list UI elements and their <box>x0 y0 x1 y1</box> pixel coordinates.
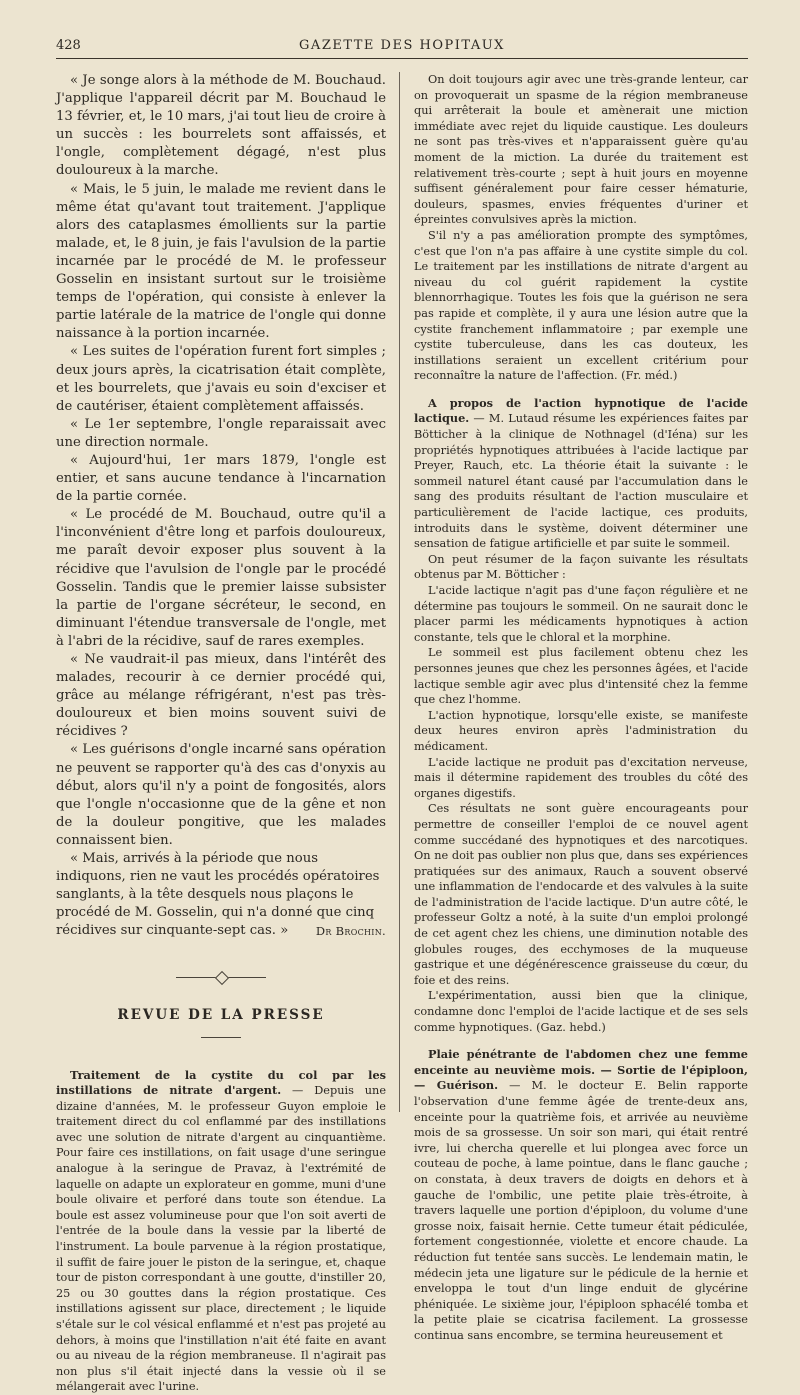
article-text: — M. Lutaud résume les expériences faites par Bötticher à la clinique de Nothnagel (d'Iéna) sur les propriétés hypnotiques attribuées à l'acide lactique par Preyer, Rauch, etc. La théorie était la suivante : le sommeil naturel étant causé par l'accumulation dans le sang des produits résultant de l'action musculaire et particulièrement de l'acide lactique, ces produits, introduits dans le système, doivent déterminer une sensation de fatigue artificielle et par suite le sommeil. <box>414 412 748 551</box>
article-paragraph: Le sommeil est plus facilement obtenu chez les personnes jeunes que chez les personnes âgées, et l'acide lactique semble agir avec plus d'intensité chez la femme que chez l'homme. <box>414 646 748 707</box>
article-paragraph <box>414 396 748 552</box>
article-title: Plaie pénétrante de l'abdomen chez une femme enceinte au neuvième mois. — Sortie de l'épiploon, — Guérison. <box>414 1047 748 1093</box>
article-title: Traitement de la cystite du col par les instillations de nitrate d'argent. <box>56 1067 386 1098</box>
paragraph: « Le procédé de M. Bouchaud, outre qu'il a l'inconvénient d'être long et parfois douloureux, me paraît devoir exposer plus souvent à la récidive que l'avulsion de l'ongle par le procédé Gosselin. Tandis que le premier laisse subsister la partie de l'organe sécréteur, le second, en diminuant l'étendue transversale de l'ongle, met à l'abri de la récidive, sauf de rares exemples. <box>56 507 386 649</box>
paragraph: « Le 1er septembre, l'ongle reparaissait avec une direction normale. <box>56 416 386 450</box>
article-paragraph: On peut résumer de la façon suivante les résultats obtenus par M. Bötticher : <box>414 552 748 582</box>
paragraph: « Mais, le 5 juin, le malade me revient dans le même état qu'avant tout traitement. J'applique alors des cataplasmes émollients sur la partie malade, et, le 8 juin, je fais l'avulsion de la partie incarnée par le procédé de M. le professeur Gosselin en insistant surtout sur le troisième temps de l'opération, qui consiste à enlever la partie latérale de la matrice de l'ongle qui donne naissance à la portion incarnée. <box>56 181 386 342</box>
spacer <box>414 1035 748 1047</box>
page-number: 428 <box>56 38 81 53</box>
article-paragraph: S'il n'y a pas amélioration prompte des symptômes, c'est que l'on n'a pas affaire à une cystite simple du col. Le traitement par les instillations de nitrate d'argent au niveau du col guérit rapidement la cystite blennorrhagique. Toutes les fois que la guérison ne sera pas rapide et complète, il y aura une lésion autre que la cystite franchement inflammatoire ; par exemple une cystite tuberculeuse, dans les cas douteux, les instillations seraient un excellent critérium pour reconnaître la nature de l'affection. (Fr. méd.) <box>414 228 748 383</box>
article-title: A propos de l'action hypnotique de l'acide lactique. <box>414 395 748 426</box>
article-paragraph: L'action hypnotique, lorsqu'elle existe, se manifeste deux heures environ après l'administration du médicament. <box>414 708 748 753</box>
paragraph: « Je songe alors à la méthode de M. Bouchaud. J'applique l'appareil décrit par M. Bouchaud le 13 février, et, le 10 mars, j'ai tout lieu de croire à un succès : les bourrelets sont affaissés, et l'ongle, complètement dégagé, n'est plus douloureux à la marche. <box>56 73 386 179</box>
ornament-diamond <box>215 970 229 984</box>
paragraph: « Aujourd'hui, 1er mars 1879, l'ongle est entier, et sans aucune tendance à l'incarnation de la partie cornée. <box>56 452 386 505</box>
article-text: — Depuis une dizaine d'années, M. le professeur Guyon emploie le traitement direct du col enflammé par des instillations avec une solution de nitrate d'argent au cinquantième. Pour faire ces instillations, on fait usage d'une seringue analogue à la seringue de Pravaz, à l'extrémité de laquelle on adapte un explorateur en gomme, muni d'une boule olivaire et perforé dans toute son étendue. La boule est assez volumineuse pour que l'on soit averti de l'entrée de la boule dans la vessie par la liberté de l'instrument. La boule parvenue à la région prostatique, il suffit de faire jouer le piston de la seringue, et, chaque tour de piston correspondant à une goutte, d'instiller 20, 25 ou 30 gouttes dans la région prostatique. Ces instillations agissent sur place, directement ; le liquide s'étale sur le col vésical enflammé et n'est pas projeté au dehors, à moins que l'instillation n'ait été faite en avant ou au niveau de la région membraneuse. Il n'agirait pas non plus s'il était injecté dans la vessie où il se mélangerait avec l'urine. <box>56 1084 387 1394</box>
journal-title: GAZETTE DES HOPITAUX <box>299 38 505 53</box>
paragraph-text: « Mais, arrivés à la période que nous indiquons, rien ne vaut les procédés opératoires sanglants, à la tête desquels nous plaçons le procédé de M. Gosselin, qui n'a donné que cinq récidives sur cinquante-sept cas. » <box>56 851 380 939</box>
paragraph: « Ne vaudrait-il pas mieux, dans l'intérêt des malades, recourir à ce dernier procédé qui, grâce au mélange réfrigérant, n'est pas très-douloureux et bien moins souvent suivi de récidives ? <box>56 652 386 740</box>
article-paragraph: On doit toujours agir avec une très-grande lenteur, car on provoquerait un spasme de la région membraneuse qui arrêterait la boule et amènerait une miction immédiate avec rejet du liquide caustique. Les douleurs ne sont pas très-vives et n'apparaissent guère qu'au moment de la miction. La durée du traitement est relativement très-courte ; sept à huit jours en moyenne suffisent généralement pour faire cesser hématurie, douleurs, spasmes, envies fréquentes d'uriner et épreintes convulsives après la miction. <box>414 73 748 227</box>
page-header <box>56 34 748 59</box>
section-rule <box>201 1037 241 1038</box>
article-paragraph: L'expérimentation, aussi bien que la clinique, condamne donc l'emploi de l'acide lactique et de ses sels comme hypnotiques. (Gaz. hebd.) <box>414 989 748 1034</box>
article-cystite <box>56 1068 386 1395</box>
paragraph <box>56 850 386 940</box>
signature: Dr Brochin. <box>315 924 386 939</box>
right-column <box>414 72 748 1344</box>
spacer <box>414 384 748 396</box>
column-divider <box>399 72 400 1112</box>
article-text: — M. le docteur E. Belin rapporte l'observation d'une femme âgée de trente-deux ans, enceinte pour la quatrième fois, et arrivée au neuvième mois de sa grossesse. Un soir son mari, qui était rentré ivre, lui chercha querelle et lui plongea avec force un couteau de poche, à lame pointue, dans le flanc gauche ; on constata, à deux travers de doigts en dehors et à gauche de l'ombilic, une petite plaie très-étroite, à travers laquelle une portion d'épiploon, du volume d'une grosse noix, faisait hernie. Cette tumeur était pédiculée, fortement congestionnée, violette et encore chaude. La réduction fut tentée sans succès. Le lendemain matin, le médecin jeta une ligature sur le pédicule de la hernie et enveloppa le tout d'un linge enduit de glycérine phéniquée. Le sixième jour, l'épiploon sphacélé tomba et la petite plaie se cicatrisa facilement. La grossesse continua sans encombre, se termina heureusement et <box>414 1079 748 1342</box>
left-column <box>56 72 386 1395</box>
paragraph: « Les suites de l'opération furent fort simples ; deux jours après, la cicatrisation était complète, et les bourrelets, que j'avais eu soin d'exciser et de cautériser, étaient complètement affaissés. <box>56 344 386 414</box>
article-paragraph: L'acide lactique ne produit pas d'excitation nerveuse, mais il détermine rapidement des troubles du côté des organes digestifs. <box>414 755 748 800</box>
article-paragraph <box>56 1068 386 1395</box>
article-paragraph <box>414 1047 748 1343</box>
ornament-divider <box>176 975 266 981</box>
section-title: REVUE DE LA PRESSE <box>117 1006 325 1023</box>
paragraph: « Les guérisons d'ongle incarné sans opération ne peuvent se rapporter qu'à des cas d'onyxis au début, alors qu'il n'y a point de fongosités, alors que l'ongle n'occasionne que de la gêne et non de la douleur pongitive, que les malades connaissent bien. <box>56 742 386 848</box>
article-paragraph: Ces résultats ne sont guère encourageants pour permettre de conseiller l'emploi de ce nouvel agent comme succédané des hypnotiques et des narcotiques. On ne doit pas oublier non plus que, dans ses expériences pratiquées sur des animaux, Rauch a souvent observé une inflammation de l'endocarde et des valvules à la suite de l'administration de l'acide lactique. D'un autre côté, le professeur Goltz a noté, à la suite d'un emploi prolongé de cet agent chez les chiens, une diminution notable des globules rouges, des ecchymoses de la muqueuse gastrique et une dégénérescence graisseuse du cœur, du foie et des reins. <box>414 802 748 987</box>
article-paragraph: L'acide lactique n'agit pas d'une façon régulière et ne détermine pas toujours le sommeil. On ne saurait donc le placer parmi les médicaments hypnotiques à action constante, tels que le chloral et la morphine. <box>414 584 748 644</box>
